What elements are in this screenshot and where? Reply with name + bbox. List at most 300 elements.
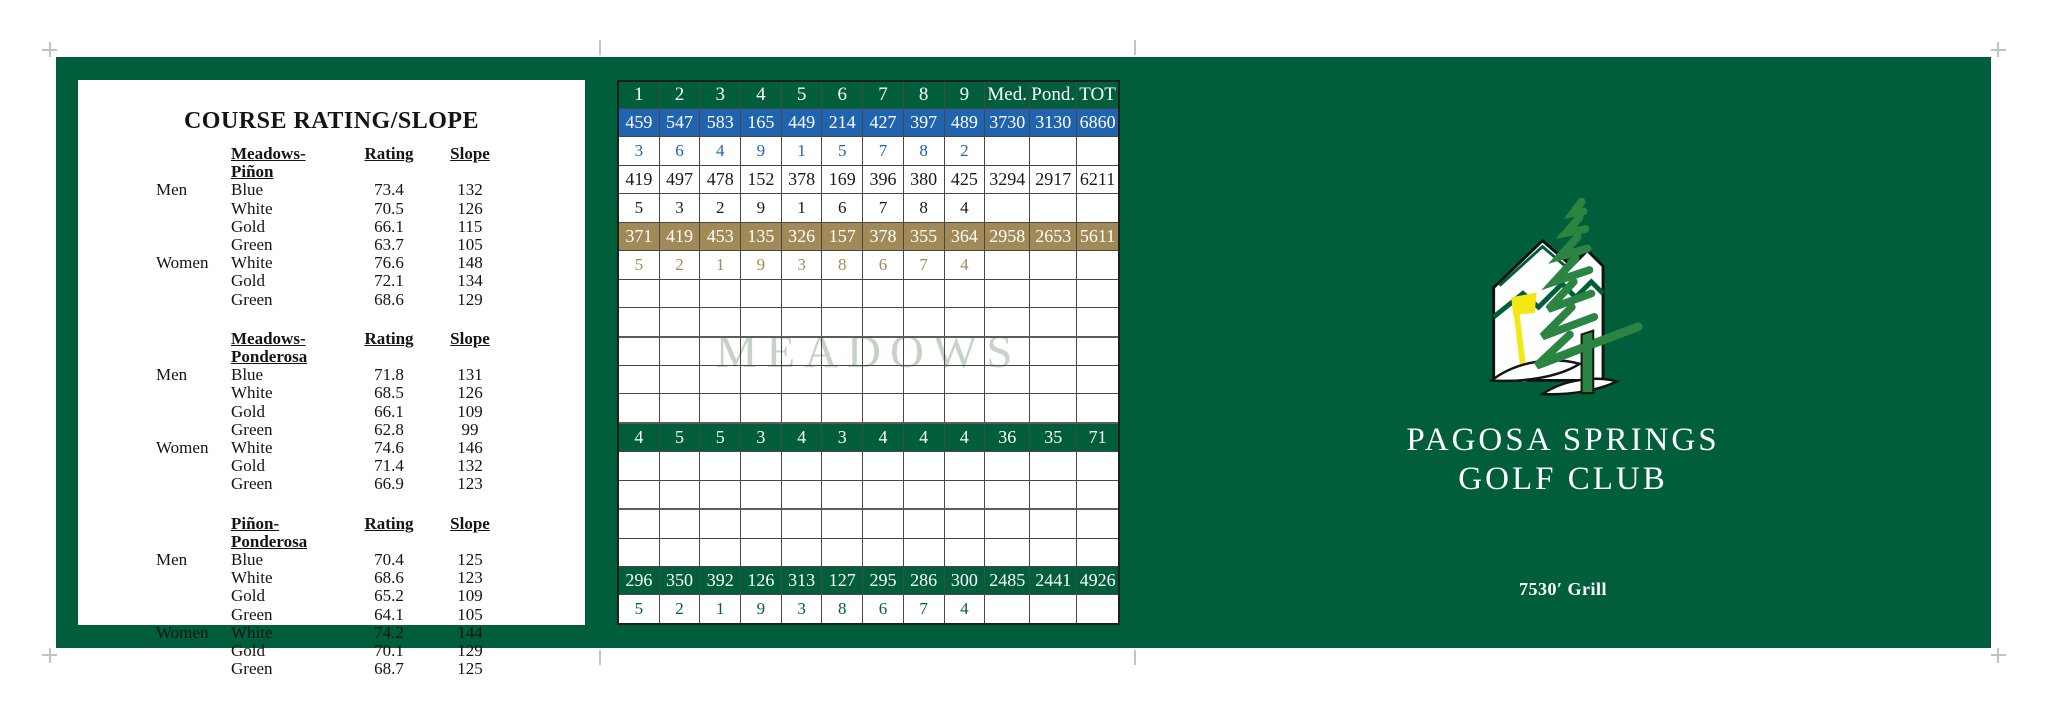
score-cell: 152 [741, 166, 782, 193]
gender-label [156, 587, 231, 605]
score-cell [945, 366, 986, 393]
rating-column-header: Rating [364, 328, 414, 348]
score-cell: 6 [863, 595, 904, 622]
rating-section [78, 330, 585, 494]
score-cell: 2917 [1030, 166, 1077, 193]
score-row-par [619, 424, 1118, 452]
tee-label: Blue [231, 365, 264, 385]
score-cell [660, 394, 701, 421]
course-combo-name: Meadows-Ponderosa [231, 328, 308, 367]
rating-value: 66.1 [374, 401, 404, 421]
score-cell [863, 481, 904, 508]
score-row-yd-white [619, 166, 1118, 194]
score-cell [1077, 308, 1118, 335]
score-cell [984, 137, 1030, 164]
score-cell [945, 452, 986, 479]
score-cell [1030, 280, 1077, 307]
score-cell [782, 338, 823, 365]
score-cell [904, 481, 945, 508]
gender-label [156, 272, 231, 290]
score-row-empty [619, 539, 1118, 567]
score-cell [1030, 194, 1077, 221]
score-cell [945, 338, 986, 365]
score-cell [619, 394, 660, 421]
score-cell [984, 251, 1030, 278]
score-cell [1077, 280, 1118, 307]
slope-value: 134 [457, 271, 483, 291]
score-cell [1077, 251, 1118, 278]
score-cell [619, 366, 660, 393]
score-cell: 9 [741, 194, 782, 221]
score-cell [984, 338, 1030, 365]
score-cell [1030, 338, 1077, 365]
score-cell [700, 510, 741, 537]
slope-value: 123 [457, 568, 483, 588]
score-cell [741, 510, 782, 537]
score-cell [700, 308, 741, 335]
spacer [156, 330, 231, 366]
score-cell [700, 481, 741, 508]
score-cell [741, 338, 782, 365]
rating-row [156, 218, 585, 236]
score-row-yd-gold [619, 223, 1118, 251]
score-cell [945, 481, 986, 508]
course-combo-name: Piñon-Ponderosa [231, 513, 308, 551]
rating-section-header [156, 145, 585, 181]
score-cell [904, 280, 945, 307]
gender-label: Men [156, 365, 188, 385]
score-cell [1077, 338, 1118, 365]
score-cell [863, 338, 904, 365]
fold-mark [1134, 650, 1136, 665]
score-cell [984, 510, 1030, 537]
score-cell [660, 481, 701, 508]
score-row-empty [619, 366, 1118, 394]
score-cell: 6860 [1079, 112, 1116, 133]
hole-header-cell: TOT [1079, 84, 1116, 105]
score-row-empty [619, 280, 1118, 308]
crop-mark [1991, 654, 2006, 656]
score-row-empty [619, 452, 1118, 480]
score-cell: 9 [741, 137, 782, 164]
gender-label: Women [156, 253, 209, 273]
score-cell: 5 [660, 424, 701, 451]
score-cell [700, 338, 741, 365]
hole-header-cell: 7 [863, 82, 904, 108]
rating-value: 68.5 [374, 383, 404, 403]
score-cell: 35 [1030, 424, 1077, 451]
score-cell: 4926 [1079, 570, 1116, 591]
rating-row [156, 272, 585, 290]
rating-value: 71.4 [374, 456, 404, 476]
score-row-yd-blue [619, 109, 1118, 137]
spacer [156, 145, 231, 181]
score-cell [945, 280, 986, 307]
score-cell: 9 [741, 251, 782, 278]
score-cell: 478 [700, 166, 741, 193]
score-cell [1030, 539, 1077, 566]
rating-row [156, 403, 585, 421]
score-cell: 1 [782, 137, 823, 164]
score-cell [822, 510, 863, 537]
score-cell: 5611 [1079, 225, 1116, 246]
score-cell [984, 308, 1030, 335]
rating-value: 74.6 [374, 438, 404, 458]
score-cell: 4 [782, 424, 823, 451]
rating-row [156, 439, 585, 457]
score-cell: 3130 [1030, 109, 1077, 136]
slope-value: 144 [457, 622, 483, 642]
score-cell [945, 394, 986, 421]
club-branding-panel [1135, 57, 1991, 648]
gender-label [156, 475, 231, 493]
slope-value: 146 [457, 438, 483, 458]
score-cell: 380 [904, 166, 945, 193]
score-cell: 296 [619, 567, 660, 594]
slope-column-header: Slope [450, 144, 490, 163]
score-cell: 7 [904, 251, 945, 278]
score-cell [984, 539, 1030, 566]
slope-value: 105 [457, 235, 483, 255]
score-cell [984, 394, 1030, 421]
score-cell [782, 308, 823, 335]
score-cell [904, 366, 945, 393]
score-cell [863, 539, 904, 566]
score-cell: 364 [945, 223, 986, 250]
score-cell [984, 595, 1030, 622]
score-cell: 6 [863, 251, 904, 278]
score-cell: 157 [822, 223, 863, 250]
score-cell: 8 [904, 137, 945, 164]
hole-header-cell: 3 [700, 82, 741, 108]
score-cell [1030, 394, 1077, 421]
score-cell: 459 [619, 109, 660, 136]
score-cell: 355 [904, 223, 945, 250]
score-cell [822, 280, 863, 307]
score-cell [1077, 137, 1118, 164]
slope-value: 132 [457, 180, 483, 200]
rating-value: 65.2 [374, 586, 404, 606]
score-cell: 8 [904, 194, 945, 221]
slope-column-header: Slope [450, 328, 490, 348]
score-cell [1030, 595, 1077, 622]
score-cell [660, 539, 701, 566]
rating-value: 66.1 [374, 216, 404, 236]
spacer [156, 515, 231, 551]
score-cell [1030, 481, 1077, 508]
score-cell [863, 308, 904, 335]
course-watermark: MEADOWS [715, 326, 1022, 378]
score-row-hc-black [619, 194, 1118, 222]
gender-label [156, 200, 231, 218]
score-cell: 397 [904, 109, 945, 136]
score-cell [863, 280, 904, 307]
score-cell [782, 481, 823, 508]
score-cell: 4 [945, 194, 986, 221]
score-cell [1030, 452, 1077, 479]
score-cell [660, 280, 701, 307]
score-cell [660, 338, 701, 365]
score-cell: 1 [700, 595, 741, 622]
score-cell: 1 [782, 194, 823, 221]
score-cell [782, 510, 823, 537]
rating-sections [78, 145, 585, 678]
rating-row [156, 551, 585, 569]
slope-value: 109 [457, 401, 483, 421]
score-cell [984, 481, 1030, 508]
rating-row [156, 236, 585, 254]
score-cell [822, 481, 863, 508]
score-cell [1030, 510, 1077, 537]
score-cell [904, 452, 945, 479]
slope-value: 125 [457, 659, 483, 679]
score-cell: 9 [741, 595, 782, 622]
gender-label [156, 218, 231, 236]
slope-value: 109 [457, 586, 483, 606]
score-cell: 547 [660, 109, 701, 136]
score-cell [1077, 539, 1118, 566]
crop-mark [1991, 49, 2006, 51]
gender-label [156, 642, 231, 660]
score-cell [1030, 308, 1077, 335]
score-cell [700, 366, 741, 393]
score-cell: 449 [782, 109, 823, 136]
score-cell: 4 [945, 595, 986, 622]
slope-value: 125 [457, 550, 483, 570]
rating-column-header: Rating [364, 144, 414, 163]
rating-value: 68.6 [374, 289, 404, 309]
score-cell: 2 [700, 194, 741, 221]
score-cell: 169 [822, 166, 863, 193]
score-cell [700, 452, 741, 479]
score-row-hc-blue [619, 137, 1118, 165]
score-cell: 214 [822, 109, 863, 136]
score-cell [822, 394, 863, 421]
score-cell [619, 452, 660, 479]
score-cell [619, 539, 660, 566]
score-cell: 5 [619, 251, 660, 278]
score-cell [1077, 194, 1118, 221]
gender-label: Men [156, 550, 188, 570]
gender-label [156, 384, 231, 402]
course-combo-name: Meadows-Piñon [231, 144, 306, 182]
score-cell: 378 [782, 166, 823, 193]
gender-label [156, 606, 231, 624]
score-cell: 396 [863, 166, 904, 193]
score-cell: 419 [660, 223, 701, 250]
rating-row [156, 660, 585, 678]
slope-value: 148 [457, 253, 483, 273]
tee-label: Green [231, 474, 273, 494]
course-rating-panel [78, 80, 585, 679]
slope-value: 105 [457, 604, 483, 624]
score-row-hc-green [619, 595, 1118, 622]
rating-value: 70.5 [374, 198, 404, 218]
score-cell: 4 [945, 424, 986, 451]
score-cell: 8 [822, 251, 863, 278]
slope-value: 129 [457, 641, 483, 661]
tee-label: White [231, 253, 273, 273]
score-cell: 126 [741, 567, 782, 594]
score-cell: 5 [619, 595, 660, 622]
score-cell [619, 338, 660, 365]
score-cell: 135 [741, 223, 782, 250]
rating-row [156, 569, 585, 587]
score-cell [741, 394, 782, 421]
score-cell [741, 280, 782, 307]
score-cell [1030, 137, 1077, 164]
score-cell [660, 452, 701, 479]
score-cell [1077, 394, 1118, 421]
gender-label [156, 457, 231, 475]
rating-section-header [156, 515, 585, 551]
slope-value: 129 [457, 289, 483, 309]
score-cell [945, 539, 986, 566]
gender-label [156, 569, 231, 587]
score-row-yd-green [619, 567, 1118, 595]
rating-row [156, 181, 585, 199]
score-cell: 313 [782, 567, 823, 594]
score-cell [863, 394, 904, 421]
score-cell: 8 [822, 595, 863, 622]
tee-label: Gold [231, 641, 265, 661]
slope-value: 126 [457, 383, 483, 403]
score-cell [782, 280, 823, 307]
tee-label: Gold [231, 456, 265, 476]
rating-row [156, 366, 585, 384]
score-cell: 371 [619, 223, 660, 250]
hole-header-cell: 5 [782, 82, 823, 108]
score-cell [619, 510, 660, 537]
score-cell [1077, 595, 1118, 622]
gender-label [156, 291, 231, 309]
hole-header-cell: 6 [822, 82, 863, 108]
course-rating-title: COURSE RATING/SLOPE [183, 108, 480, 134]
score-cell: 425 [945, 166, 986, 193]
fold-mark [599, 40, 601, 55]
score-cell: 4 [904, 424, 945, 451]
rating-section [78, 145, 585, 309]
rating-row [156, 291, 585, 309]
score-cell [1030, 251, 1077, 278]
crop-mark [42, 49, 57, 51]
gender-label [156, 421, 231, 439]
hole-header-cell: 9 [945, 82, 986, 108]
rating-value: 70.4 [374, 550, 404, 570]
score-cell [904, 394, 945, 421]
score-cell [863, 452, 904, 479]
tee-label: Gold [231, 271, 265, 291]
score-cell [741, 308, 782, 335]
score-cell: 3 [782, 251, 823, 278]
score-cell: 286 [904, 567, 945, 594]
gender-label [156, 660, 231, 678]
score-cell [984, 452, 1030, 479]
rating-row [156, 606, 585, 624]
slope-value: 131 [457, 365, 483, 385]
score-cell [660, 510, 701, 537]
rating-value: 70.1 [374, 641, 404, 661]
score-cell [984, 194, 1030, 221]
score-cell: 3730 [984, 109, 1030, 136]
score-cell [822, 452, 863, 479]
club-name-line1: PAGOSA SPRINGS [1406, 422, 1720, 458]
score-cell: 326 [782, 223, 823, 250]
rating-value: 76.6 [374, 253, 404, 273]
tee-label: Gold [231, 216, 265, 236]
tee-label: White [231, 383, 273, 403]
rating-value: 68.7 [374, 659, 404, 679]
club-name [1135, 421, 1991, 499]
slope-value: 132 [457, 456, 483, 476]
score-cell [904, 338, 945, 365]
score-cell: 392 [700, 567, 741, 594]
hole-header-row [619, 82, 1118, 109]
score-grid [619, 82, 1118, 623]
score-cell [741, 366, 782, 393]
score-cell: 5 [822, 137, 863, 164]
tee-label: White [231, 438, 273, 458]
score-cell: 419 [619, 166, 660, 193]
score-cell: 4 [700, 137, 741, 164]
score-cell [700, 394, 741, 421]
score-cell [660, 308, 701, 335]
slope-value: 123 [457, 474, 483, 494]
score-cell: 5 [619, 194, 660, 221]
score-cell: 6 [822, 194, 863, 221]
slope-column-header: Slope [450, 513, 490, 533]
score-cell: 165 [741, 109, 782, 136]
hole-header-cell: Pond. [1030, 82, 1077, 108]
score-cell: 3 [660, 194, 701, 221]
score-cell [863, 510, 904, 537]
rating-value: 72.1 [374, 271, 404, 291]
score-cell: 3 [822, 424, 863, 451]
score-cell [700, 280, 741, 307]
rating-value: 64.1 [374, 604, 404, 624]
score-cell [822, 539, 863, 566]
score-cell: 453 [700, 223, 741, 250]
tee-label: Gold [231, 586, 265, 606]
score-cell: 3 [782, 595, 823, 622]
crop-mark [42, 654, 57, 656]
tee-label: White [231, 568, 273, 588]
gender-label [156, 236, 231, 254]
score-cell [619, 481, 660, 508]
score-cell [822, 338, 863, 365]
score-cell: 300 [945, 567, 986, 594]
rating-row [156, 457, 585, 475]
gender-label: Men [156, 180, 188, 200]
gender-label: Women [156, 622, 209, 642]
tee-label: White [231, 198, 273, 218]
score-cell: 427 [863, 109, 904, 136]
score-cell [1077, 366, 1118, 393]
score-cell [782, 394, 823, 421]
score-cell [904, 308, 945, 335]
fold-mark [1134, 40, 1136, 55]
score-cell [1077, 510, 1118, 537]
score-cell: 3 [619, 137, 660, 164]
score-table [617, 80, 1120, 625]
rating-section [78, 515, 585, 679]
rating-row [156, 624, 585, 642]
score-cell: 127 [822, 567, 863, 594]
score-cell: 2441 [1030, 567, 1077, 594]
mountain-pine-golf-logo-icon [1479, 188, 1647, 398]
rating-value: 73.4 [374, 180, 404, 200]
rating-row [156, 384, 585, 402]
